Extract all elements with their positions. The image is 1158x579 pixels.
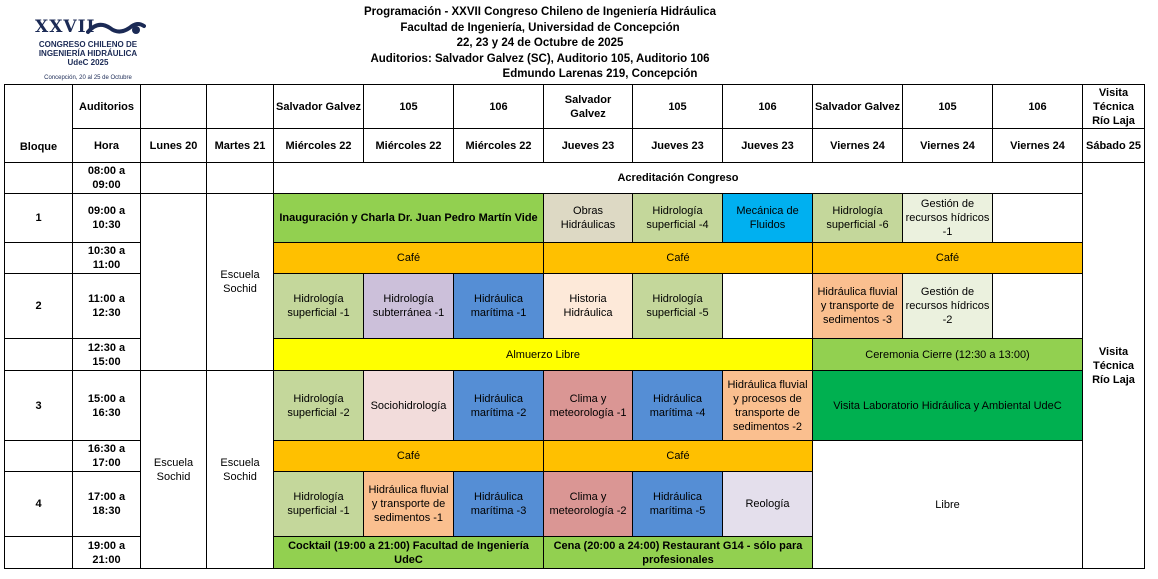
aud-sat: Visita Técnica Río Laja	[1083, 85, 1145, 129]
aud-thu-106: 106	[723, 85, 813, 129]
aud-fri-105: 105	[903, 85, 993, 129]
hidrologia-superficial-1-session: Hidrología superficial -1	[274, 274, 364, 339]
header-address: Edmundo Larenas 219, Concepción	[502, 68, 698, 80]
logo-dates: Concepción, 20 al 25 de Octubre	[44, 75, 132, 81]
day-mon: Lunes 20	[141, 129, 207, 163]
cocktail-session: Cocktail (19:00 a 21:00) Facultad de Ingeniería UdeC	[274, 537, 544, 569]
auditorios-row	[5, 85, 1145, 129]
header-title: Programación - XXVII Congreso Chileno de Ingeniería Hidráulica	[363, 6, 717, 18]
auditorios-header: Auditorios	[73, 85, 141, 129]
bloque-cell	[5, 243, 73, 274]
time-cell: 19:00 a 21:00	[73, 537, 141, 569]
hidraulica-maritima-3-session: Hidráulica marítima -3	[454, 472, 544, 537]
hidrologia-superficial-6-session: Hidrología superficial -6	[813, 194, 903, 243]
hidrologia-superficial-1b-session: Hidrología superficial -1	[274, 472, 364, 537]
sociohidrologia-session: Sociohidrología	[364, 371, 454, 441]
hidrologia-superficial-4-session: Hidrología superficial -4	[633, 194, 723, 243]
time-cell: 16:30 a 17:00	[73, 441, 141, 472]
bloque-number: 4	[5, 472, 73, 537]
aud-fri-sg: Salvador Galvez	[813, 85, 903, 129]
bloque-number: 3	[5, 371, 73, 441]
almuerzo-libre: Almuerzo Libre	[274, 339, 813, 371]
cafe-thu-pm: Café	[544, 441, 813, 472]
bloque-number: 2	[5, 274, 73, 339]
cafe-fri-am: Café	[813, 243, 1083, 274]
congress-logo	[6, 5, 268, 80]
obras-hidraulicas-session: Obras Hidráulicas	[544, 194, 633, 243]
empty-cell	[141, 85, 207, 129]
empty-cell	[723, 274, 813, 339]
reologia-session: Reología	[723, 472, 813, 537]
clima-meteorologia-2-session: Clima y meteorología -2	[544, 472, 633, 537]
day-tue: Martes 21	[207, 129, 274, 163]
hidraulica-fluvial-2-session: Hidráulica fluvial y procesos de transporte de sedimentos -2	[723, 371, 813, 441]
aud-wed-106: 106	[454, 85, 544, 129]
time-cell: 12:30 a 15:00	[73, 339, 141, 371]
schedule-table	[4, 84, 1145, 569]
header-faculty: Facultad de Ingeniería, Universidad de Concepción	[400, 21, 680, 34]
hidraulica-maritima-5-session: Hidráulica marítima -5	[633, 472, 723, 537]
cafe-wed-pm: Café	[274, 441, 544, 472]
escuela-sochid-tue-pm: Escuela Sochid	[207, 371, 274, 569]
bloque-cell	[5, 537, 73, 569]
hidraulica-maritima-1-session: Hidráulica marítima -1	[454, 274, 544, 339]
escuela-sochid-tue-am: Escuela Sochid	[207, 194, 274, 371]
empty-cell	[993, 194, 1083, 243]
visita-rio-laja-session: Visita Técnica Río Laja	[1083, 163, 1145, 569]
wave-logo-icon	[86, 18, 146, 40]
day-wed-105: Miércoles 22	[364, 129, 454, 163]
time-row-1500	[5, 371, 1145, 441]
empty-cell	[207, 163, 274, 194]
empty-cell	[141, 194, 207, 371]
mecanica-fluidos-session: Mecánica de Fluidos	[723, 194, 813, 243]
day-wed-106: Miércoles 22	[454, 129, 544, 163]
cena-session: Cena (20:00 a 24:00) Restaurant G14 - sólo para profesionales	[544, 537, 813, 569]
acreditacion-session: Acreditación Congreso	[274, 163, 1083, 194]
day-thu-106: Jueves 23	[723, 129, 813, 163]
time-row-0800	[5, 163, 1145, 194]
hidrologia-superficial-5-session: Hidrología superficial -5	[633, 274, 723, 339]
time-cell: 09:00 a 10:30	[73, 194, 141, 243]
gestion-recursos-1-session: Gestión de recursos hídricos -1	[903, 194, 993, 243]
empty-cell	[141, 163, 207, 194]
empty-cell	[207, 85, 274, 129]
ceremonia-cierre-session: Ceremonia Cierre (12:30 a 13:00)	[813, 339, 1083, 371]
header-auditorios: Auditorios: Salvador Galvez (SC), Auditorio 105, Auditorio 106	[370, 52, 710, 65]
hidraulica-fluvial-1-session: Hidráulica fluvial y transporte de sedimentos -1	[364, 472, 454, 537]
gestion-recursos-2-session: Gestión de recursos hídricos -2	[903, 274, 993, 339]
hidraulica-fluvial-3-session: Hidráulica fluvial y transporte de sedimentos -3	[813, 274, 903, 339]
aud-wed-105: 105	[364, 85, 454, 129]
aud-fri-106: 106	[993, 85, 1083, 129]
inauguracion-session: Inauguración y Charla Dr. Juan Pedro Martín Vide	[274, 194, 544, 243]
document-header	[270, 5, 810, 83]
aud-thu-105: 105	[633, 85, 723, 129]
historia-hidraulica-session: Historia Hidráulica	[544, 274, 633, 339]
header-dates: 22, 23 y 24 de Octubre de 2025	[456, 37, 624, 49]
logo-line-1: CONGRESO CHILENO DE	[38, 40, 138, 49]
logo-line-3: UdeC 2025	[67, 58, 109, 67]
bloque-cell	[5, 163, 73, 194]
day-fri-105: Viernes 24	[903, 129, 993, 163]
clima-meteorologia-1-session: Clima y meteorología -1	[544, 371, 633, 441]
bloque-header: Bloque	[5, 85, 73, 163]
day-fri-106: Viernes 24	[993, 129, 1083, 163]
day-sat: Sábado 25	[1083, 129, 1145, 163]
hidrologia-subterranea-1-session: Hidrología subterránea -1	[364, 274, 454, 339]
bloque-number: 1	[5, 194, 73, 243]
hidraulica-maritima-4-session: Hidráulica marítima -4	[633, 371, 723, 441]
days-row	[5, 129, 1145, 163]
libre-session: Libre	[813, 441, 1083, 569]
hora-header: Hora	[73, 129, 141, 163]
empty-cell	[993, 274, 1083, 339]
aud-wed-sg: Salvador Galvez	[274, 85, 364, 129]
escuela-sochid-mon-pm: Escuela Sochid	[141, 371, 207, 569]
day-fri-sg: Viernes 24	[813, 129, 903, 163]
time-cell: 11:00 a 12:30	[73, 274, 141, 339]
day-wed-sg: Miércoles 22	[274, 129, 364, 163]
hidraulica-maritima-2-session: Hidráulica marítima -2	[454, 371, 544, 441]
time-cell: 08:00 a 09:00	[73, 163, 141, 194]
hidrologia-superficial-2-session: Hidrología superficial -2	[274, 371, 364, 441]
cafe-wed-am: Café	[274, 243, 544, 274]
time-row-0900	[5, 194, 1145, 243]
logo-year: XXVII	[35, 17, 96, 37]
day-thu-sg: Jueves 23	[544, 129, 633, 163]
logo-line-2: INGENIERÍA HIDRÁULICA	[38, 49, 138, 58]
bloque-cell	[5, 339, 73, 371]
cafe-thu-am: Café	[544, 243, 813, 274]
bloque-cell	[5, 441, 73, 472]
visita-laboratorio-session: Visita Laboratorio Hidráulica y Ambiental UdeC	[813, 371, 1083, 441]
day-thu-105: Jueves 23	[633, 129, 723, 163]
time-cell: 15:00 a 16:30	[73, 371, 141, 441]
aud-thu-sg: Salvador Galvez	[544, 85, 633, 129]
time-cell: 17:00 a 18:30	[73, 472, 141, 537]
time-cell: 10:30 a 11:00	[73, 243, 141, 274]
